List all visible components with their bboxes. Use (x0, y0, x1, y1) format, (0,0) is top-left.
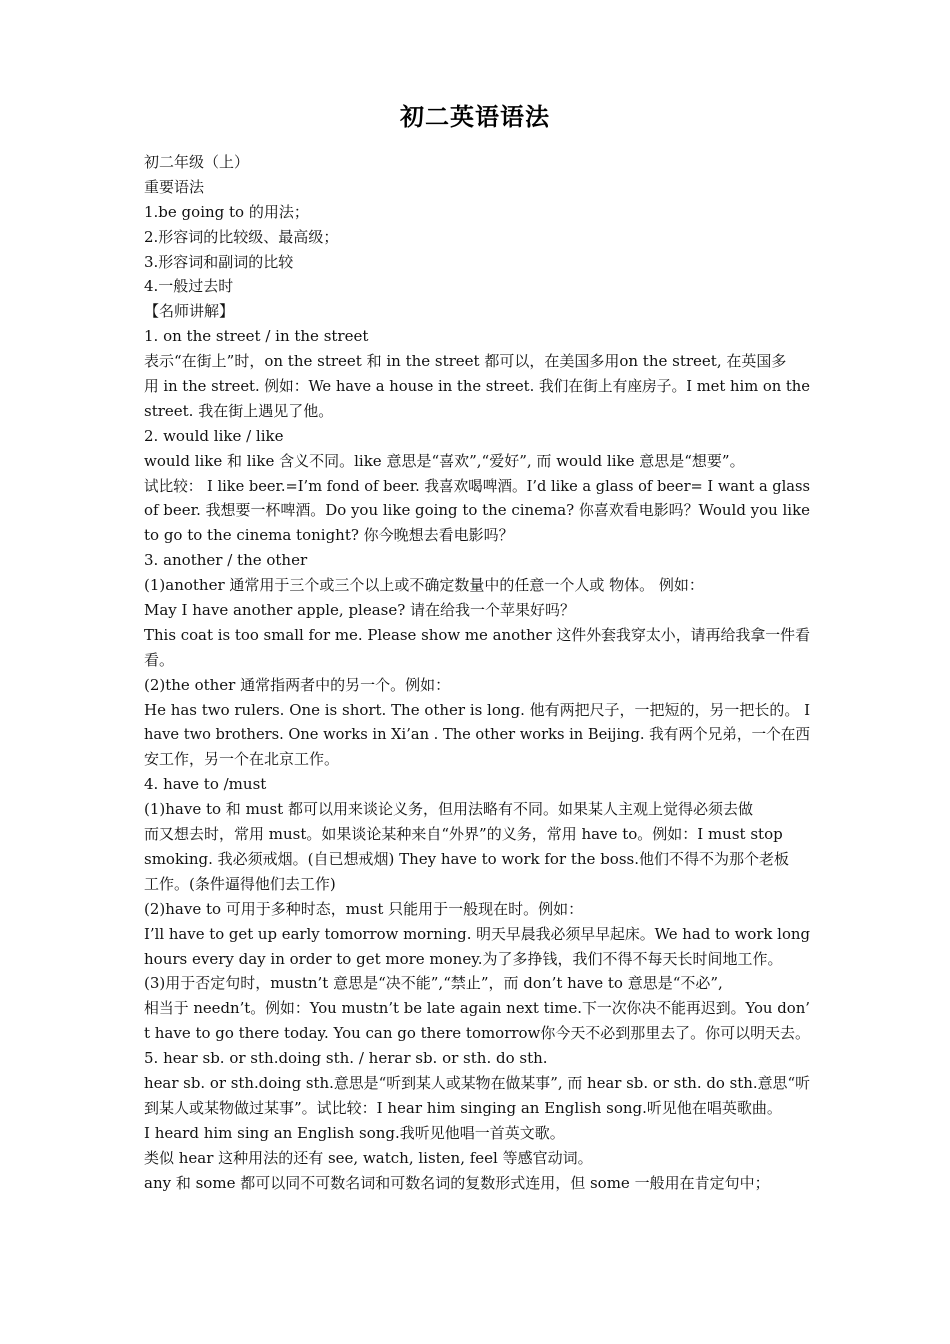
text-line: 2. would like / like (144, 426, 284, 445)
text-line: 试比较： I like beer.=I’m fond of beer. 我喜欢喝啤酒。I’d like a glass of beer= I want a glass (144, 476, 810, 495)
text-line: (1)another 通常用于三个或三个以上或不确定数量中的任意一个人或 物体。 例如： (144, 576, 704, 595)
document-body (144, 150, 810, 1195)
text-line: 表示“在街上”时，on the street 和 in the street 都可以，在美国多用on the street, 在英国多 (144, 352, 787, 371)
text-line: 3.形容词和副词的比较 (144, 252, 294, 271)
text-line: any 和 some 都可以同不可数名词和可数名词的复数形式连用，但 some 一般用在肯定句中； (144, 1173, 770, 1192)
text-line: hear sb. or sth.doing sth.意思是“听到某人或某物在做某事”, 而 hear sb. or sth. do sth.意思“听 (144, 1073, 810, 1092)
text-line: 4. have to /must (144, 775, 267, 794)
text-line: (1)have to 和 must 都可以用来谈论义务，但用法略有不同。如果某人主观上觉得必须去做 (144, 800, 753, 819)
text-line: May I have another apple, please? 请在给我一个苹果好吗？ (144, 601, 576, 620)
text-line: 类似 hear 这种用法的还有 see, watch, listen, feel 等感官动词。 (144, 1148, 593, 1167)
text-line: 1.be going to 的用法； (144, 202, 309, 221)
text-line: 用 in the street. 例如：We have a house in the street. 我们在街上有座房子。I met him on the (144, 377, 810, 396)
text-line: 重要语法 (144, 177, 205, 196)
text-line: to go to the cinema tonight? 你今晚想去看电影吗？ (144, 526, 514, 545)
text-line: hours every day in order to get more money.为了多挣钱，我们不得不每天长时间地工作。 (144, 949, 783, 968)
text-line: (3)用于否定句时，mustn’t 意思是“决不能”,“禁止”，而 don’t have to 意思是“不必”, (144, 974, 723, 993)
text-line: 工作。(条件逼得他们去工作) (144, 874, 336, 893)
text-line: 而又想去时，常用 must。如果谈论某种来自“外界”的义务，常用 have to。例如：I must stop (144, 825, 783, 844)
text-line: 初二年级（上） (144, 153, 250, 171)
text-line: 2.形容词的比较级、最高级； (144, 227, 339, 246)
text-line: street. 我在街上遇见了他。 (144, 401, 334, 420)
text-line: 4.一般过去时 (144, 277, 234, 296)
text-line: I heard him sing an English song.我听见他唱一首英文歌。 (144, 1123, 565, 1142)
text-line: 【名师讲解】 (144, 302, 235, 321)
text-line: I’ll have to get up early tomorrow morning. 明天早晨我必须早早起床。We had to work long (144, 924, 810, 943)
text-line: 安工作，另一个在北京工作。 (144, 750, 340, 769)
text-line: of beer. 我想要一杯啤酒。Do you like going to the cinema? 你喜欢看电影吗？Would you like (144, 501, 810, 520)
text-line: 相当于 needn’t。例如：You mustn’t be late again next time.下一次你决不能再迟到。You don’ (144, 999, 810, 1018)
text-line: 到某人或某物做过某事”。试比较：I hear him singing an English song.听见他在唱英歌曲。 (144, 1098, 782, 1117)
text-line: 3. another / the other (144, 551, 308, 570)
text-line: 看。 (144, 650, 175, 669)
text-line: would like 和 like 含义不同。like 意思是“喜欢”,“爱好”, 而 would like 意思是“想要”。 (144, 451, 745, 470)
text-line: smoking. 我必须戒烟。(自已想戒烟) They have to work for the boss.他们不得不为那个老板 (144, 849, 789, 868)
text-line: have two brothers. One works in Xi’an . The other works in Beijing. 我有两个兄弟，一个在西 (144, 725, 810, 744)
text-line: (2)have to 可用于多种时态，must 只能用于一般现在时。例如： (144, 899, 584, 918)
text-line: He has two rulers. One is short. The other is long. 他有两把尺子，一把短的，另一把长的。 I (144, 700, 810, 719)
text-line: (2)the other 通常指两者中的另一个。例如： (144, 675, 451, 694)
text-line: 1. on the street / in the street (144, 327, 369, 346)
text-line: This coat is too small for me. Please show me another 这件外套我穿太小，请再给我拿一件看 (144, 625, 810, 644)
text-line: t have to go there today. You can go there tomorrow你今天不必到那里去了。你可以明天去。 (144, 1024, 810, 1043)
text-line: 5. hear sb. or sth.doing sth. / herar sb. or sth. do sth. (144, 1049, 548, 1068)
document-title: 初二英语语法 (400, 102, 550, 131)
